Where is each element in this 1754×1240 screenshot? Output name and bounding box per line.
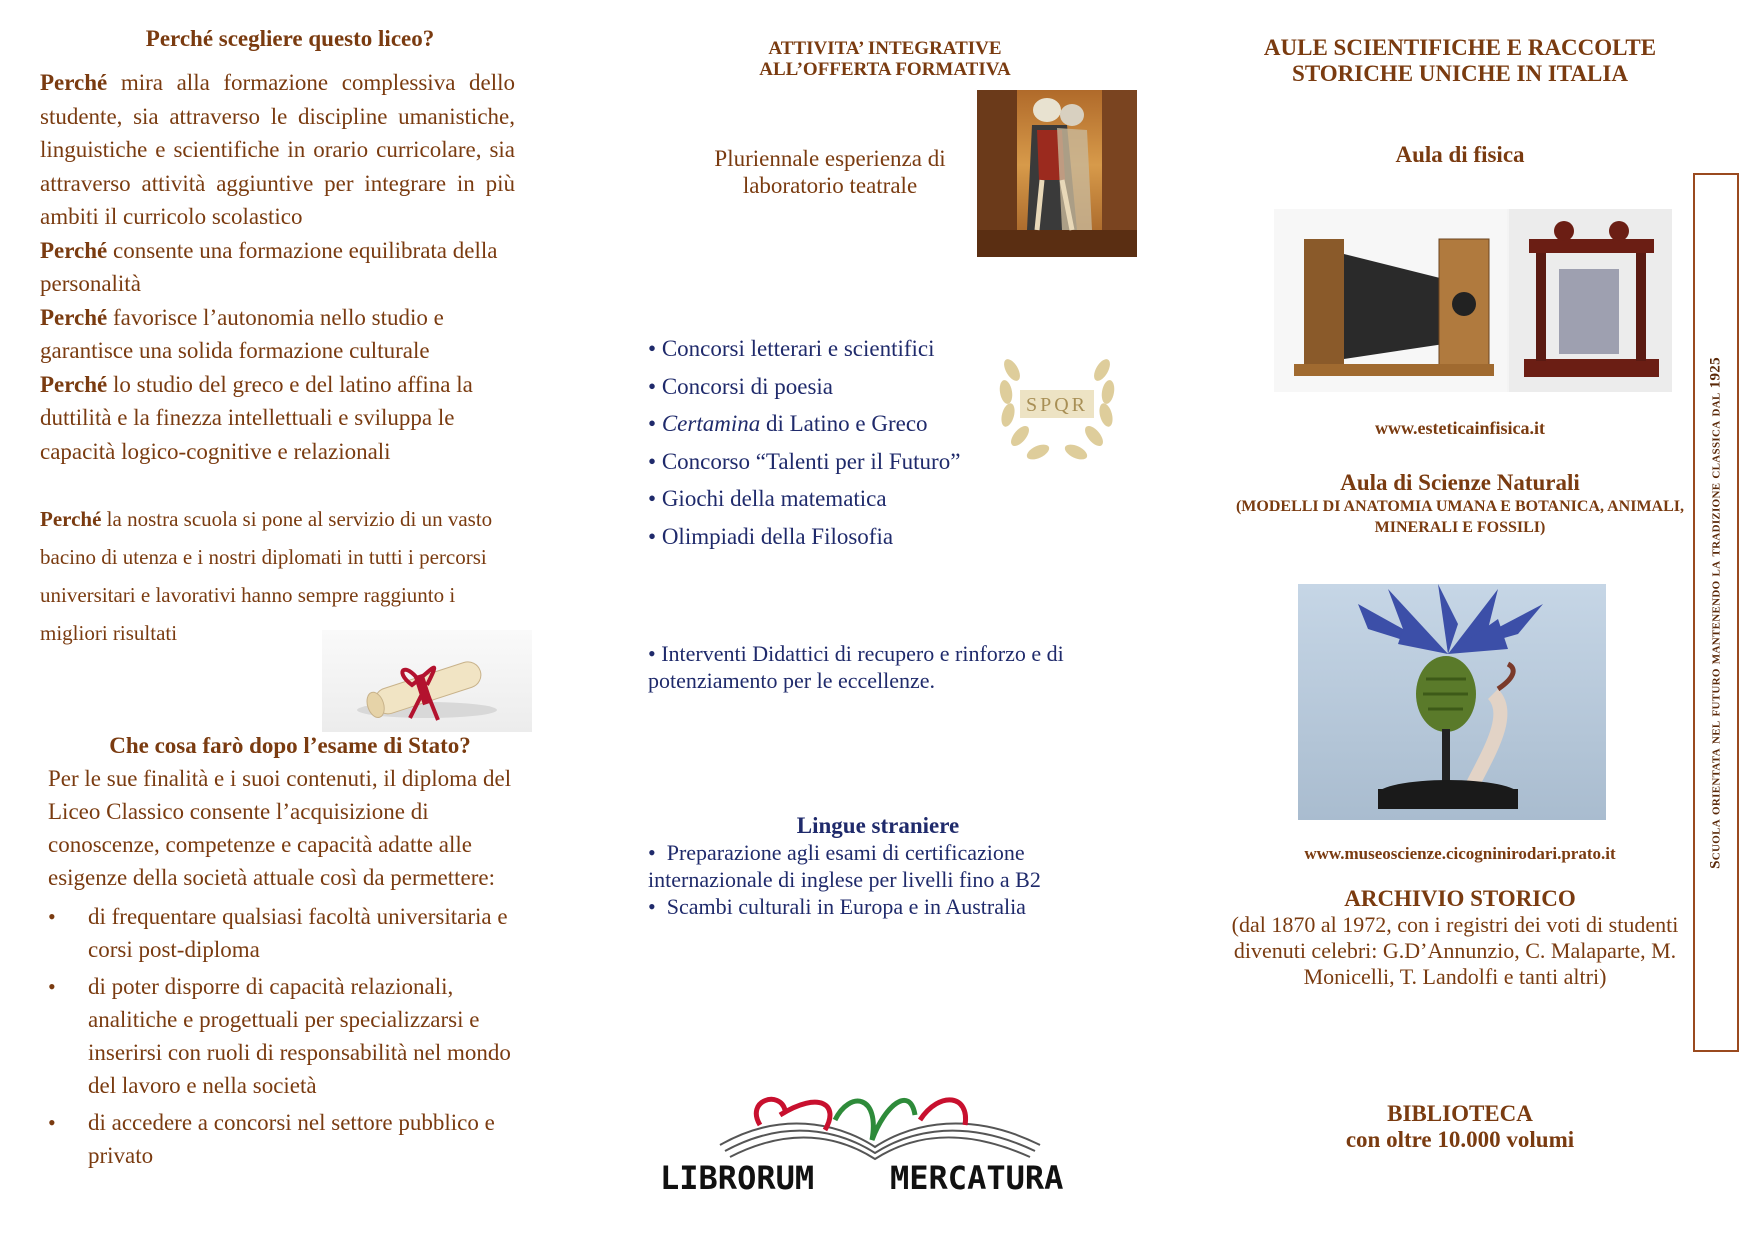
why-reason: Perché mira alla formazione complessiva dello studente, sia attraverso le discipline umanistiche, linguistiche e scientifiche in orario curricolare, sia attraverso attività aggiuntive per integrare in più ambiti il curricolo scolastico <box>40 70 515 229</box>
librorum-mercatura-logo <box>650 1085 1110 1195</box>
list-item: • Scambi culturali in Europa e in Australia <box>648 894 1026 919</box>
logo-word: MERCATURA <box>890 1159 1064 1195</box>
side-banner-text: Scuola orientata nel futuro mantenendo la tradizione classica dal 1925 <box>1707 356 1724 869</box>
list-item: • Concorsi letterari e scientifici <box>648 336 935 361</box>
why-reason: Perché consente una formazione equilibrata della personalità <box>40 237 498 296</box>
theatre-painting-image <box>977 90 1137 257</box>
list-item: • Giochi della matematica <box>648 486 887 511</box>
theatre-text: Pluriennale esperienza di laboratorio teatrale <box>714 146 946 198</box>
physics-room-title: Aula di fisica <box>1395 142 1525 167</box>
languages-section <box>648 812 1108 920</box>
why-title: Perché scegliere questo liceo? <box>145 26 435 51</box>
list-item: • Concorsi di poesia <box>648 373 834 399</box>
why-reason: Perché lo studio del greco e del latino affina la duttilità e la finezza intellettuali e sviluppa le capacità logico-cognitive e relazionali <box>40 371 473 464</box>
list-item: • Certamina di Latino e Greco <box>648 411 928 436</box>
activities-title-line: ATTIVITA’ INTEGRATIVE <box>768 38 1002 59</box>
contests-list <box>648 330 1028 555</box>
botanical-model-image <box>1298 584 1606 820</box>
physics-instruments-image <box>1274 209 1672 392</box>
activities-title <box>700 38 1070 80</box>
archive-text: (dal 1870 al 1972, con i registri dei voti di studenti divenuti celebri: G.D’Annunzio, C. Malaparte, M. Monicelli, T. Landolfi e tanti altri) <box>1231 912 1679 989</box>
logo-word: LIBRORUM <box>660 1159 815 1195</box>
list-item: • Preparazione agli esami di certificazione internazionale di inglese per livelli fino a B2 <box>648 840 1041 892</box>
interventions-text: • Interventi Didattici di recupero e rinforzo e di potenziamento per le eccellenze. <box>648 641 1064 693</box>
list-item: • Concorso “Talenti per il Futuro” <box>648 448 961 474</box>
library-subtitle: con oltre 10.000 volumi <box>1345 1127 1575 1152</box>
diploma-scroll-image <box>322 630 532 732</box>
list-item: • di accedere a concorsi nel settore pubblico e privato <box>48 1106 523 1172</box>
science-rooms-title: AULE SCIENTIFICHE E RACCOLTE STORICHE UNICHE IN ITALIA <box>1263 35 1657 86</box>
side-banner <box>1693 173 1739 1052</box>
science-url: www.museoscienze.cicogninirodari.prato.it <box>1304 844 1616 863</box>
physics-url: www.esteticainfisica.it <box>1375 418 1545 438</box>
science-room-title: Aula di Scienze Naturali <box>1340 470 1580 495</box>
after-exam-intro: Per le sue finalità e i suoi contenuti, il diploma del Liceo Classico consente l’acquisizione di conoscenze, competenze e capacità adatte alle esigenze della società attuale così da permettere: <box>48 766 512 890</box>
list-item: • di poter disporre di capacità relazionali, analitiche e progettuali per specializzarsi e inserirsi con ruoli di responsabilità nel mondo del lavoro e nella società <box>48 970 523 1102</box>
languages-title: Lingue straniere <box>796 813 960 838</box>
laurel-text: SPQR <box>1025 394 1089 416</box>
activities-title-line: ALL’OFFERTA FORMATIVA <box>759 59 1011 80</box>
why-reasons <box>40 66 515 468</box>
science-room-subtitle: (MODELLI DI ANATOMIA UMANA E BOTANICA, ANIMALI, MINERALI E FOSSILI) <box>1235 498 1685 536</box>
after-exam-section <box>48 762 523 1176</box>
after-exam-title: Che cosa farò dopo l’esame di Stato? <box>109 733 471 758</box>
why-reason: Perché la nostra scuola si pone al servizio di un vasto bacino di utenza e i nostri diplomati in tutti i percorsi universitari e lavorativi hanno sempre raggiunto i migliori risultati <box>40 507 493 645</box>
list-item: • Olimpiadi della Filosofia <box>648 523 894 549</box>
library-title: BIBLIOTECA <box>1387 1101 1533 1126</box>
why-reason: Perché favorisce l’autonomia nello studio e garantisce una solida formazione culturale <box>40 304 444 363</box>
after-exam-list <box>48 900 523 1172</box>
archive-title: ARCHIVIO STORICO <box>1344 886 1576 911</box>
list-item: • di frequentare qualsiasi facoltà universitaria e corsi post-diploma <box>48 900 523 966</box>
